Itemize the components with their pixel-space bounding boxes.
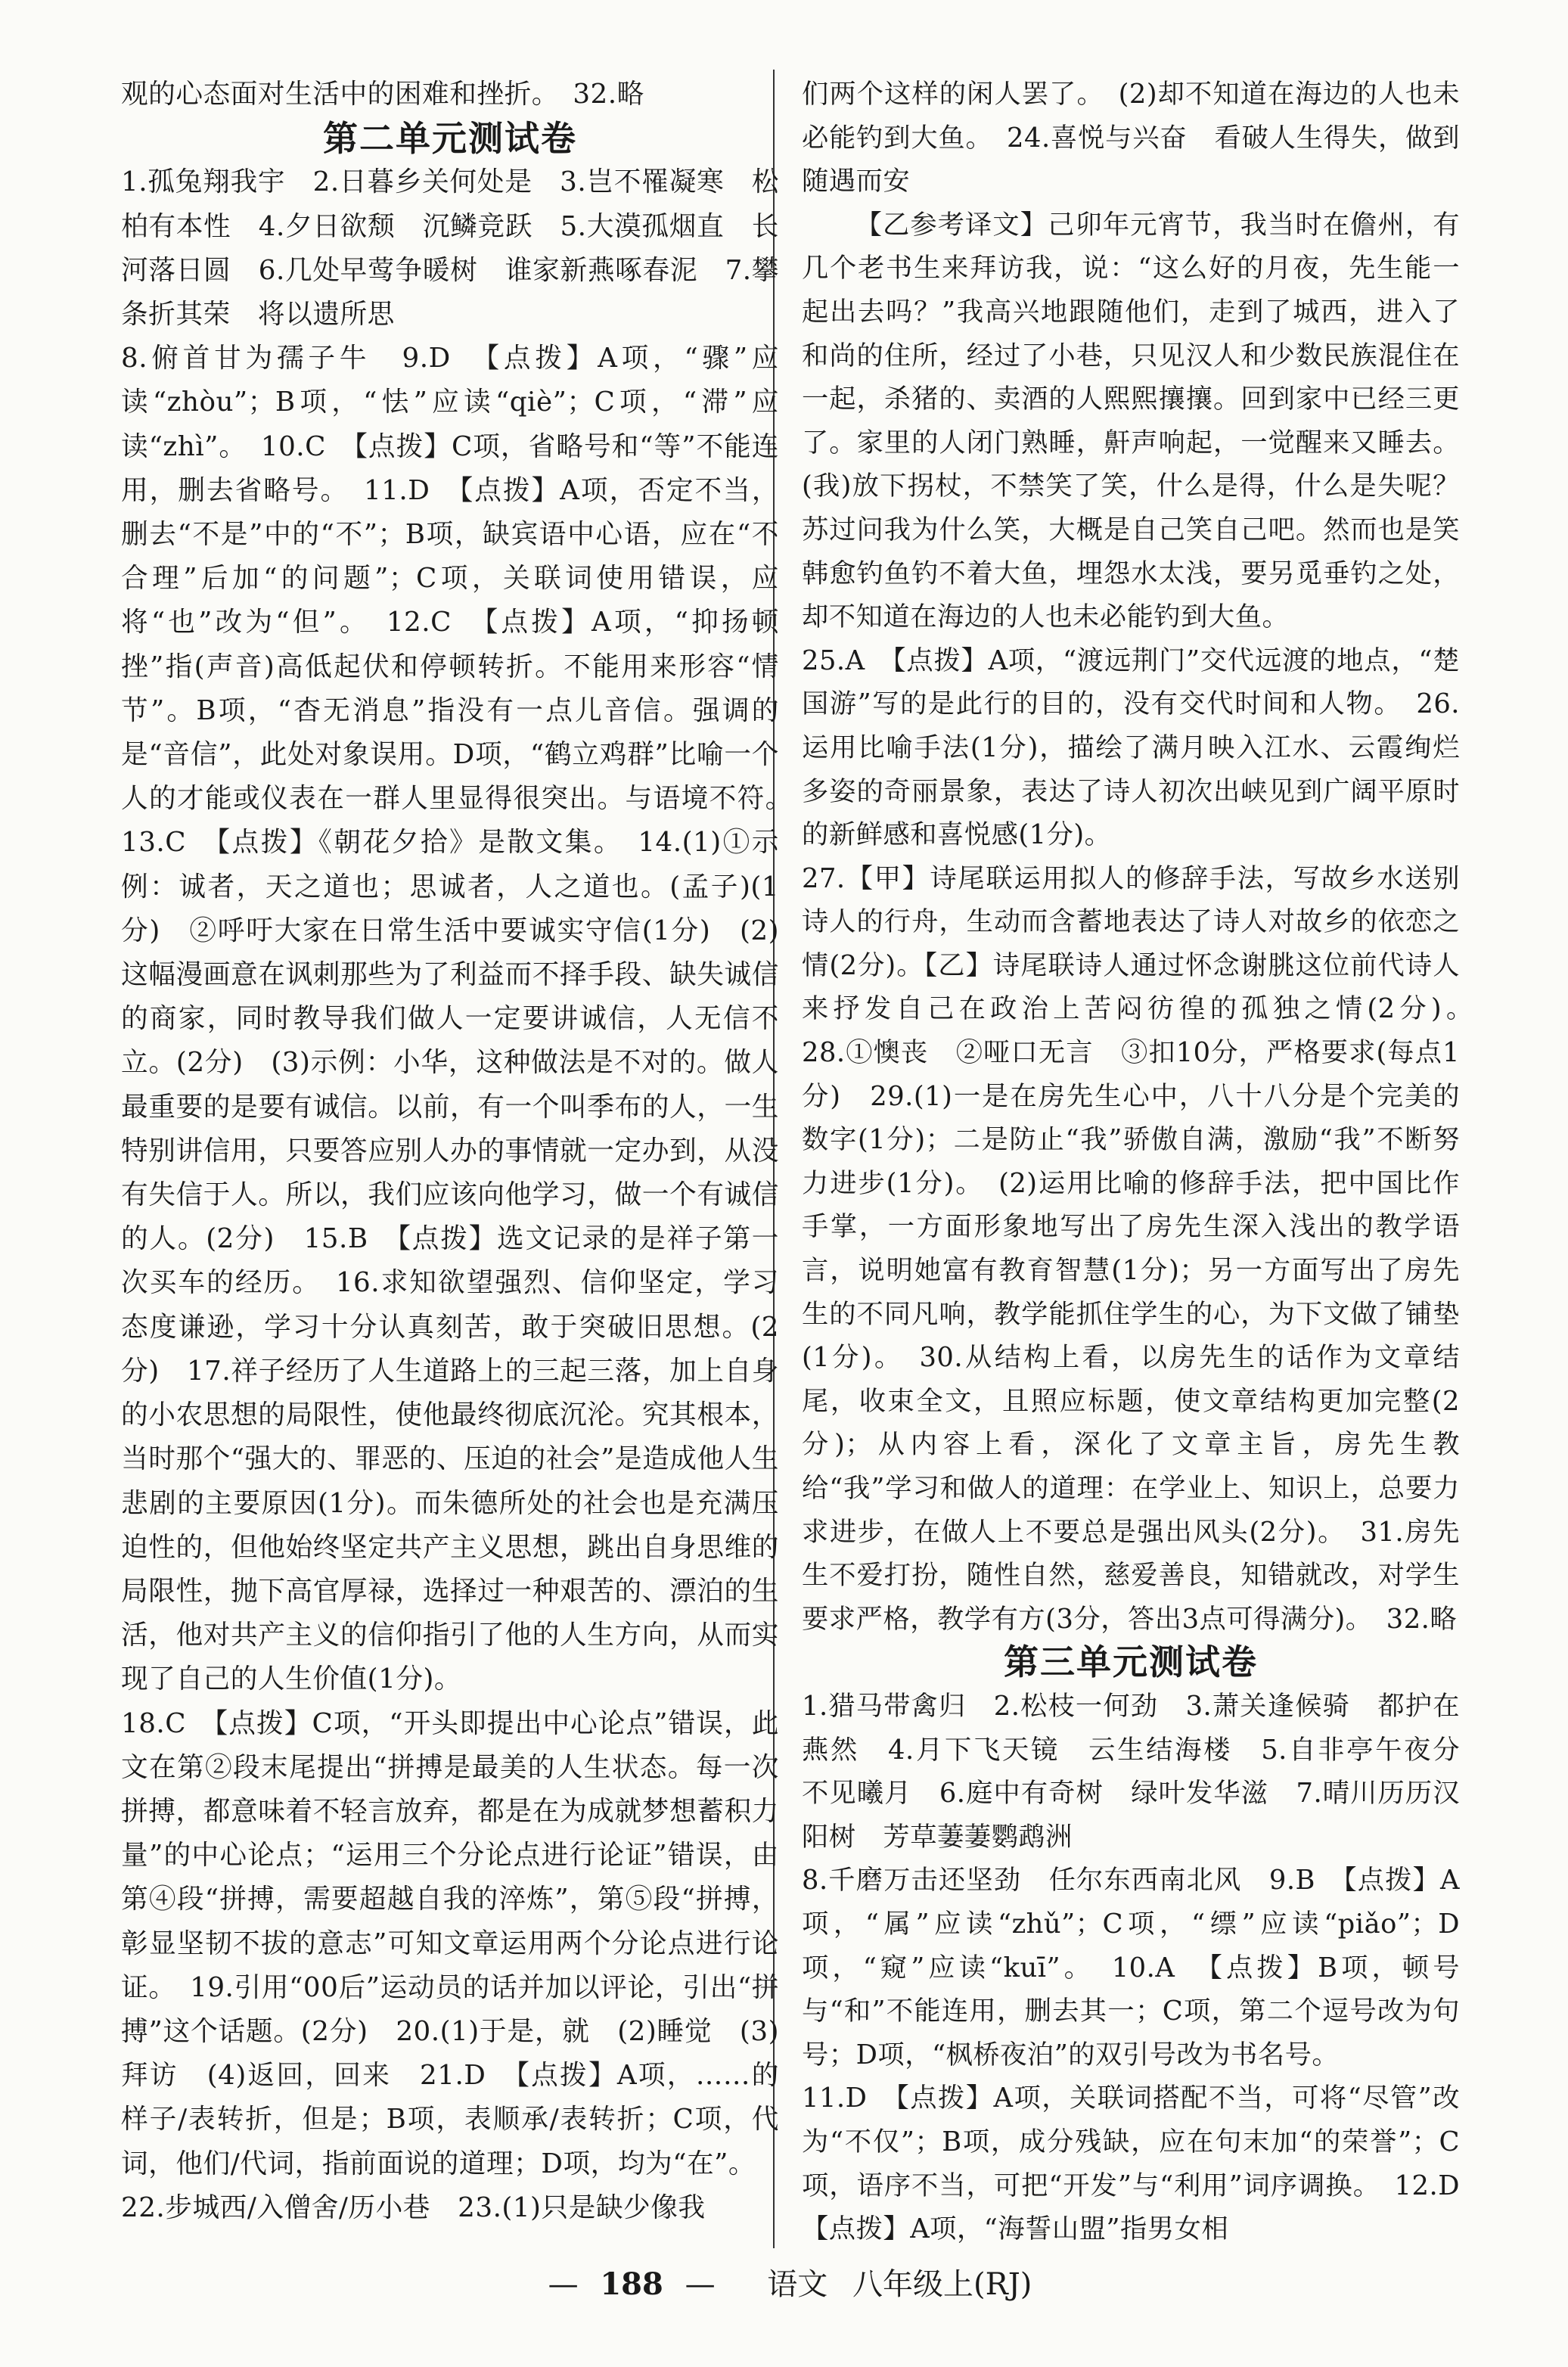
answer-paragraph: 25.A 【点拨】A项，“渡远荆门”交代远渡的地点，“楚国游”写的是此行的目的，没有交代时间和人物。 26.运用比喻手法(1分)，描绘了满月映入江水、云霞绚烂多姿的奇丽景象，表达了诗人初次出峡见到广阔平原时的新鲜感和喜悦感(1分)。 <box>802 645 1460 851</box>
answer-paragraph: 8.千磨万击还坚劲 任尔东西南北风 9.B 【点拨】A项，“属”应读“zhǔ”；C项，“缥”应读“piǎo”；D项，“窥”应读“kuī”。 10.A 【点拨】B项，顿号与“和”不能连用，删去其一；C项，第二个逗号改为句号；D项，“枫桥夜泊”的双引号改为书名号。 <box>802 1865 1460 2070</box>
answer-paragraph: 【乙参考译文】己卯年元宵节，我当时在儋州，有几个老书生来拜访我，说：“这么好的月夜，先生能一起出去吗？”我高兴地跟随他们，走到了城西，进入了和尚的住所，经过了小巷，只见汉人和少数民族混住在一起，杀猪的、卖酒的人熙熙攘攘。回到家中已经三更了。家里的人闭门熟睡，鼾声响起，一觉醒来又睡去。(我)放下拐杖，不禁笑了笑，什么是得，什么是失呢？苏过问我为什么笑，大概是自己笑自己吧。然而也是笑韩愈钓鱼钓不着大鱼，埋怨水太浅，要另觅垂钓之处，却不知道在海边的人也未必能钓到大鱼。 <box>802 209 1460 633</box>
answer-paragraph: 27.【甲】诗尾联运用拟人的修辞手法，写故乡水送别诗人的行舟，生动而含蓄地表达了诗人对故乡的依恋之情(2分)。【乙】诗尾联诗人通过怀念谢朓这位前代诗人来抒发自己在政治上苦闷彷徨的孤独之情(2分)。 28.①懊丧 ②哑口无言 ③扣10分，严格要求(每点1分) 29.(1)一是在房先生心中，八十八分是个完美的数字(1分)；二是防止“我”骄傲自满，激励“我”不断努力进步(1分)。 (2)运用比喻的修辞手法，把中国比作手掌，一方面形象地写出了房先生深入浅出的教学语言，说明她富有教育智慧(1分)；另一方面写出了房先生的不同凡响，教学能抓住学生的心，为下文做了铺垫(1分)。 30.从结构上看，以房先生的话作为文章结尾，收束全文，且照应标题，使文章结构更加完整(2分)；从内容上看，深化了文章主旨，房先生教给“我”学习和做人的道理：在学业上、知识上，总要力求进步，在做人上不要总是强出风头(2分)。 31.房先生不爱打扮，随性自然，慈爱善良，知错就改，对学生要求严格，教学有方(3分，答出3点可得满分)。 32.略 <box>802 862 1487 1635</box>
answer-paragraph: 18.C 【点拨】C项，“开头即提出中心论点”错误，此文在第②段末尾提出“拼搏是最美的人生状态。每一次拼搏，都意味着不轻言放弃，都是在为成就梦想蓄积力量”的中心论点；“运用三个分论点进行论证”错误，由第④段“拼搏，需要超越自我的淬炼”，第⑤段“拼搏，彰显坚韧不拔的意志”可知文章运用两个分论点进行论证。 19.引用“00后”运动员的话并加以评论，引出“拼搏”这个话题。(2分) 20.(1)于是，就 (2)睡觉 (3)拜访 (4)返回，回来 21.D 【点拨】A项，……的样子/表转折，但是；B项，表顺承/表转折；C项，代词，他们/代词，指前面说的道理；D项，均为“在”。 <box>121 1707 779 2179</box>
footer-grade: 八年级上(RJ) <box>852 2267 1032 2302</box>
page-footer <box>0 2262 1568 2307</box>
answer-paragraph: 8.俯首甘为孺子牛 9.D 【点拨】A项，“骤”应读“zhòu”；B项，“怯”应读“qiè”；C项，“滞”应读“zhì”。 10.C 【点拨】C项，省略号和“等”不能连用，删去省略号。 11.D 【点拨】A项，否定不当，删去“不是”中的“不”；B项，缺宾语中心语，应在“不合理”后加“的问题”；C项，关联词使用错误，应将“也”改为“但”。 12.C 【点拨】A项，“抑扬顿挫”指(声音)高低起伏和停顿转折。不能用来形容“情节”。B项，“杳无消息”指没有一点儿音信。强调的是“音信”，此处对象误用。D项，“鹤立鸡群”比喻一个人的才能或仪表在一群人里显得很突出。与语境不符。 13.C 【点拨】《朝花夕拾》是散文集。 14.(1)①示例：诚者，天之道也；思诚者，人之道也。(孟子)(1分) ②呼吁大家在日常生活中要诚实守信(1分) (2)这幅漫画意在讽刺那些为了利益而不择手段、缺失诚信的商家，同时教导我们做人一定要讲诚信，人无信不立。(2分) (3)示例：小华，这种做法是不对的。做人最重要的是要有诚信。以前，有一个叫季布的人，一生特别讲信用，只要答应别人办的事情就一定办到，从没有失信于人。所以，我们应该向他学习，做一个有诚信的人。(2分) 15.B 【点拨】选文记录的是祥子第一次买车的经历。 16.求知欲望强烈、信仰坚定，学习态度谦逊，学习十分认真刻苦，敢于突破旧思想。(2分) 17.祥子经历了人生道路上的三起三落，加上自身的小农思想的局限性，使他最终彻底沉沦。究其根本，当时那个“强大的、罪恶的、压迫的社会”是造成他人生悲剧的主要原因(1分)。而朱德所处的社会也是充满压迫性的，但他始终坚定共产主义思想，跳出自身思维的局限性，抛下高官厚禄，选择过一种艰苦的、漂泊的生活，他对共产主义的信仰指引了他的人生方向，从而实现了自己的人生价值(1分)。 <box>121 343 807 1695</box>
section-heading: 第三单元测试卷 <box>1004 1642 1258 1683</box>
footer-subject: 语文 <box>767 2267 828 2302</box>
answer-paragraph: 22.步城西/入僧舍/历小巷 23.(1)只是缺少像我 <box>121 2191 706 2223</box>
left-column <box>121 73 807 2230</box>
right-column <box>802 73 1487 2251</box>
page-number: 188 <box>600 2266 663 2302</box>
answer-paragraph: 们两个这样的闲人罢了。 (2)却不知道在海边的人也未必能钓到大鱼。 24.喜悦与兴奋 看破人生得失，做到随遇而安 <box>802 79 1460 197</box>
answer-paragraph: 1.孤兔翔我宇 2.日暮乡关何处是 3.岂不罹凝寒 松柏有本性 4.夕日欲颓 沉鳞竞跃 5.大漠孤烟直 长河落日圆 6.几处早莺争暖树 谁家新燕啄春泥 7.攀条折其荣 将以遗所思 <box>121 166 779 331</box>
section-heading: 第二单元测试卷 <box>323 118 577 160</box>
footer-dash-right: — <box>685 2267 716 2302</box>
answer-paragraph: 11.D 【点拨】A项，关联词搭配不当，可将“尽管”改为“不仅”；B项，成分残缺，应在句末加“的荣誉”；C项，语序不当，可把“开发”与“利用”词序调换。 12.D 【点拨】A项，“海誓山盟”指男女相 <box>802 2083 1487 2245</box>
footer-dash-left: — <box>548 2267 579 2302</box>
answer-paragraph: 1.猎马带禽归 2.松枝一何劲 3.萧关逢候骑 都护在燕然 4.月下飞天镜 云生结海楼 5.自非亭午夜分 不见曦月 6.庭中有奇树 绿叶发华滋 7.晴川历历汉阳树 芳草萋萋鹦鹉洲 <box>802 1690 1487 1853</box>
answer-paragraph: 观的心态面对生活中的困难和挫折。 32.略 <box>121 79 644 110</box>
